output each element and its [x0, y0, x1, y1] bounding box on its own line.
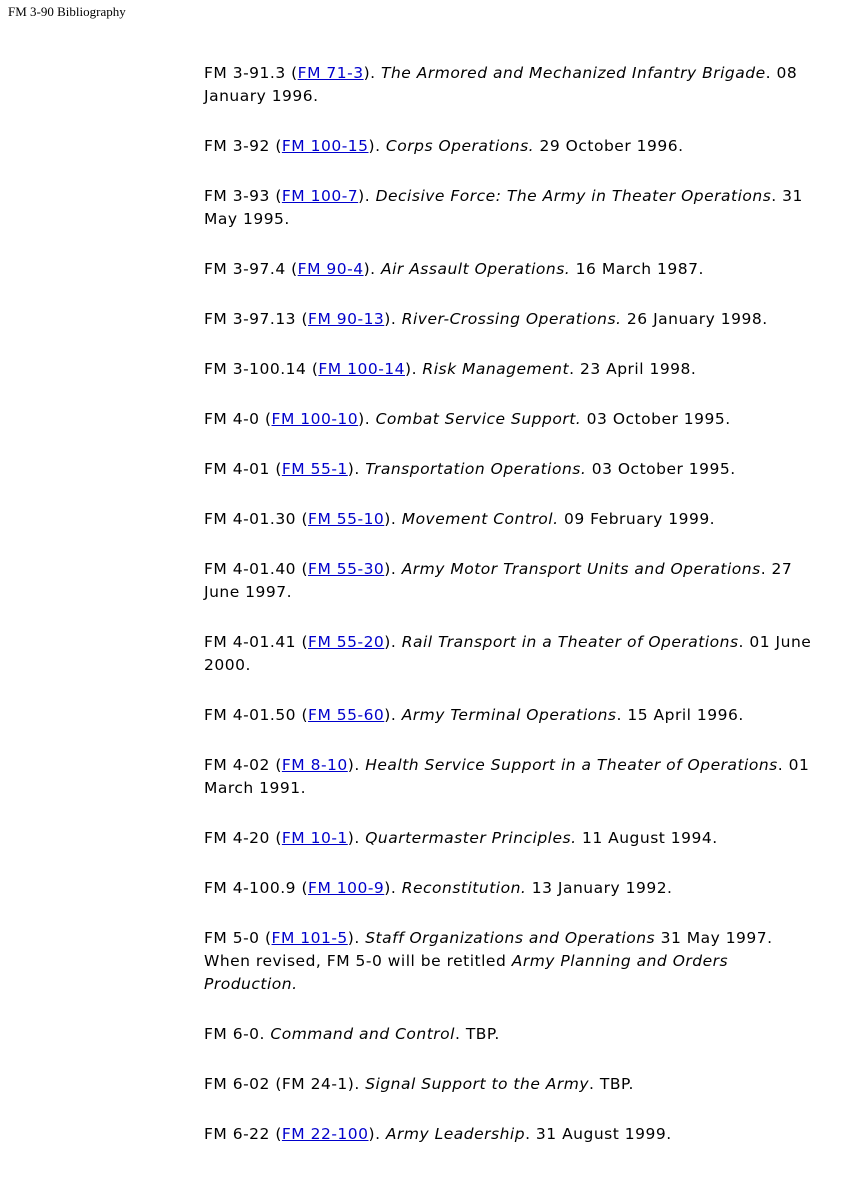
superseded-publication-link[interactable]: FM 55-20 [308, 633, 385, 651]
publication-title: Movement Control. [401, 510, 559, 528]
superseded-publication-link[interactable]: FM 100-15 [281, 137, 369, 155]
bibliography-list [204, 62, 814, 1173]
publication-date: 27 June 1997. [204, 560, 793, 601]
publication-date: 16 March 1987. [575, 260, 704, 278]
superseded-publication-link[interactable]: FM 100-10 [271, 410, 359, 428]
publication-title: Transportation Operations. [365, 460, 587, 478]
bibliography-entry: FM 4-02 (FM 8-10). Health Service Support in a Theater of Operations. 01 March 1991. [204, 756, 810, 797]
publication-date: 01 March 1991. [204, 756, 810, 797]
publication-date: 11 August 1994. [581, 829, 718, 847]
publication-title: The Armored and Mechanized Infantry Brigade [380, 64, 766, 82]
bibliography-entry: FM 4-20 (FM 10-1). Quartermaster Principles. 11 August 1994. [204, 829, 718, 847]
superseded-publication-link[interactable]: FM 90-13 [308, 310, 385, 328]
superseded-publication-link[interactable]: FM 55-10 [308, 510, 385, 528]
bibliography-entry: FM 5-0 (FM 101-5). Staff Organizations and Operations 31 May 1997. When revised, FM 5-0 will be retitled Army Planning and Orders Production. [204, 929, 773, 993]
bibliography-entry: FM 3-93 (FM 100-7). Decisive Force: The Army in Theater Operations. 31 May 1995. [204, 187, 803, 228]
publication-title: Combat Service Support. [375, 410, 582, 428]
publication-date: 09 February 1999. [563, 510, 716, 528]
publication-title: Risk Management [422, 360, 570, 378]
superseded-publication-link[interactable]: FM 10-1 [281, 829, 348, 847]
publication-title: Quartermaster Principles. [365, 829, 577, 847]
bibliography-entry: FM 4-0 (FM 100-10). Combat Service Support. 03 October 1995. [204, 410, 731, 428]
publication-date: 31 August 1999. [535, 1125, 672, 1143]
bibliography-entry: FM 4-01 (FM 55-1). Transportation Operations. 03 October 1995. [204, 460, 736, 478]
publication-title: River-Crossing Operations. [401, 310, 622, 328]
publication-title: Air Assault Operations. [380, 260, 571, 278]
publication-date: 08 January 1996. [204, 64, 798, 105]
page-header: FM 3-90 Bibliography [8, 4, 126, 19]
publication-id: FM 3-92 [204, 137, 270, 155]
publication-id: FM 6-22 [204, 1125, 270, 1143]
publication-title: Corps Operations. [385, 137, 535, 155]
bibliography-entry: FM 4-01.40 (FM 55-30). Army Motor Transport Units and Operations. 27 June 1997. [204, 560, 793, 601]
bibliography-entry: FM 4-01.30 (FM 55-10). Movement Control. 09 February 1999. [204, 510, 716, 528]
publication-title: Rail Transport in a Theater of Operations [401, 633, 739, 651]
bibliography-entry: FM 3-92 (FM 100-15). Corps Operations. 29 October 1996. [204, 137, 684, 155]
publication-title: Command and Control [270, 1025, 455, 1043]
publication-title: Staff Organizations and Operations [365, 929, 656, 947]
superseded-publication-link[interactable]: FM 71-3 [297, 64, 364, 82]
publication-date: 13 January 1992. [531, 879, 673, 897]
publication-id: FM 4-01.30 [204, 510, 297, 528]
publication-date: 15 April 1996. [627, 706, 744, 724]
publication-date: 23 April 1998. [579, 360, 697, 378]
publication-date: 03 October 1995. [591, 460, 736, 478]
revision-note: When revised, FM 5-0 will be retitled [204, 952, 507, 970]
superseded-publication-link[interactable]: FM 55-1 [281, 460, 348, 478]
superseded-publication-link[interactable]: FM 100-9 [308, 879, 385, 897]
bibliography-entry: FM 4-01.50 (FM 55-60). Army Terminal Operations. 15 April 1996. [204, 706, 744, 724]
publication-id: FM 3-97.13 [204, 310, 297, 328]
superseded-publication-link[interactable]: FM 100-14 [318, 360, 406, 378]
superseded-publication-link[interactable]: FM 100-7 [281, 187, 359, 205]
publication-date: 29 October 1996. [539, 137, 684, 155]
publication-title: Signal Support to the Army [365, 1075, 590, 1093]
bibliography-entry: FM 4-01.41 (FM 55-20). Rail Transport in a Theater of Operations. 01 June 2000. [204, 633, 812, 674]
publication-date: 31 May 1997. [660, 929, 773, 947]
publication-title: Army Leadership [385, 1125, 526, 1143]
publication-id: FM 3-91.3 [204, 64, 286, 82]
publication-date: TBP. [465, 1025, 500, 1043]
bibliography-entry: FM 3-100.14 (FM 100-14). Risk Management. 23 April 1998. [204, 360, 697, 378]
publication-date: 03 October 1995. [586, 410, 731, 428]
publication-date: 31 May 1995. [204, 187, 803, 228]
publication-id: FM 4-0 [204, 410, 260, 428]
publication-date: TBP. [599, 1075, 634, 1093]
bibliography-entry: FM 3-91.3 (FM 71-3). The Armored and Mechanized Infantry Brigade. 08 January 1996. [204, 64, 798, 105]
superseded-publication: (FM 24-1). [275, 1075, 360, 1093]
publication-date: 26 January 1998. [626, 310, 768, 328]
publication-id: FM 6-02 [204, 1075, 270, 1093]
publication-title: Reconstitution. [401, 879, 527, 897]
publication-id: FM 3-97.4 [204, 260, 286, 278]
publication-id: FM 6-0 [204, 1025, 260, 1043]
publication-title: Health Service Support in a Theater of Operations [365, 756, 778, 774]
publication-id: FM 4-01.50 [204, 706, 297, 724]
superseded-publication-link[interactable]: FM 101-5 [271, 929, 348, 947]
bibliography-entry: FM 4-100.9 (FM 100-9). Reconstitution. 13 January 1992. [204, 879, 673, 897]
publication-title: Army Terminal Operations [401, 706, 617, 724]
superseded-publication-link[interactable]: FM 55-30 [308, 560, 385, 578]
revised-title: Army Planning and Orders Production. [204, 952, 729, 993]
bibliography-entry: FM 6-22 (FM 22-100). Army Leadership. 31 August 1999. [204, 1125, 672, 1143]
publication-id: FM 4-01 [204, 460, 270, 478]
publication-id: FM 3-100.14 [204, 360, 307, 378]
publication-id: FM 3-93 [204, 187, 270, 205]
superseded-publication-link[interactable]: FM 90-4 [297, 260, 364, 278]
publication-id: FM 4-01.40 [204, 560, 297, 578]
publication-id: FM 4-02 [204, 756, 270, 774]
publication-id: FM 4-100.9 [204, 879, 297, 897]
bibliography-entry: FM 6-0. Command and Control. TBP. [204, 1025, 500, 1043]
publication-date: 01 June 2000. [204, 633, 812, 674]
superseded-publication-link[interactable]: FM 8-10 [281, 756, 348, 774]
bibliography-entry: FM 3-97.13 (FM 90-13). River-Crossing Operations. 26 January 1998. [204, 310, 768, 328]
publication-id: FM 4-20 [204, 829, 270, 847]
superseded-publication-link[interactable]: FM 55-60 [308, 706, 385, 724]
publication-title: Decisive Force: The Army in Theater Operations [375, 187, 772, 205]
bibliography-entry: FM 6-02 (FM 24-1). Signal Support to the Army. TBP. [204, 1075, 634, 1093]
superseded-publication-link[interactable]: FM 22-100 [281, 1125, 369, 1143]
publication-id: FM 5-0 [204, 929, 260, 947]
bibliography-entry: FM 3-97.4 (FM 90-4). Air Assault Operations. 16 March 1987. [204, 260, 704, 278]
publication-id: FM 4-01.41 [204, 633, 297, 651]
publication-title: Army Motor Transport Units and Operations [401, 560, 761, 578]
